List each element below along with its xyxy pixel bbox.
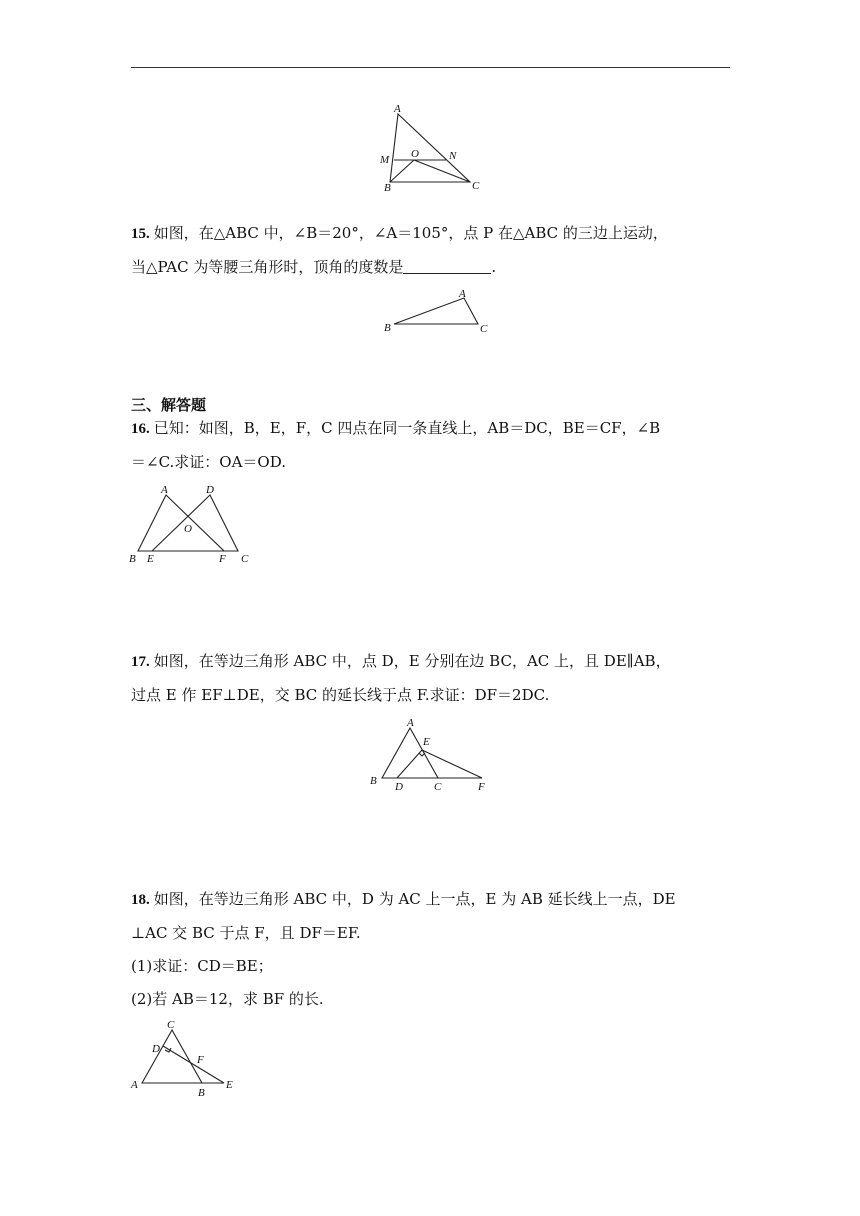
header-rule: [131, 67, 730, 68]
label-c: C: [472, 180, 480, 192]
right-angle-mark: [419, 753, 425, 756]
label-b: B: [198, 1087, 205, 1099]
label-n: N: [449, 150, 457, 162]
label-c: C: [480, 323, 488, 335]
q17-figure: [366, 716, 501, 798]
q15-figure: [380, 286, 500, 336]
label-a: A: [394, 103, 401, 115]
segment-de: [397, 750, 422, 778]
label-o: O: [411, 148, 419, 160]
question-text: ＝∠C.求证：OA＝OD.: [131, 453, 286, 471]
label-b: B: [370, 775, 377, 787]
q16-figure: [126, 480, 256, 570]
label-c: C: [167, 1019, 175, 1031]
label-a: A: [459, 288, 466, 300]
label-f: F: [197, 1054, 204, 1066]
question-number: 15.: [131, 226, 150, 242]
segment-bo: [390, 160, 414, 182]
segment-oc: [414, 160, 470, 182]
question-number: 17.: [131, 654, 150, 670]
label-b: B: [384, 182, 391, 194]
question-part-2: (2)若 AB＝12，求 BF 的长.: [131, 990, 324, 1008]
question-number: 16.: [131, 421, 150, 437]
triangle-abc: [394, 298, 478, 324]
segment-de: [163, 1046, 224, 1083]
label-m: M: [380, 154, 390, 166]
triangle-abc: [390, 114, 470, 182]
label-e: E: [226, 1079, 233, 1091]
question-number: 18.: [131, 892, 150, 908]
question-16: [131, 412, 741, 479]
question-text: 如图，在等边三角形 ABC 中，D 为 AC 上一点，E 为 AB 延长线上一点，DE: [153, 890, 676, 908]
label-o: O: [184, 523, 192, 535]
label-e: E: [423, 736, 430, 748]
question-text: 过点 E 作 EF⊥DE，交 BC 的延长线于点 F.求证：DF＝2DC.: [131, 686, 550, 704]
label-c: C: [241, 553, 249, 565]
label-a: A: [161, 484, 168, 496]
question-text: ⊥AC 交 BC 于点 F，且 DF＝EF.: [131, 924, 361, 942]
section-heading: 三、解答题: [131, 396, 207, 414]
label-b: B: [129, 553, 136, 565]
label-d: D: [395, 781, 403, 793]
question-part-1: (1)求证：CD＝BE；: [131, 957, 273, 975]
label-a: A: [407, 717, 414, 729]
q14-figure: [378, 102, 488, 194]
question-17: [131, 645, 741, 712]
question-15: 15. 如图，在△ABC 中，∠B＝20°，∠A＝105°，点 P 在△ABC 的三边上运动， 当△PAC 为等腰三角形时，顶角的度数是 .: [131, 224, 668, 276]
label-a: A: [131, 1079, 138, 1091]
label-b: B: [384, 322, 391, 334]
question-text: 如图，在△ABC 中，∠B＝20°，∠A＝105°，点 P 在△ABC 的三边上运动，: [153, 224, 668, 242]
triangle-abc: [142, 1030, 202, 1083]
question-18: [131, 883, 741, 1016]
q18-figure: [126, 1016, 246, 1100]
label-e: E: [147, 553, 154, 565]
label-d: D: [206, 484, 214, 496]
label-f: F: [219, 553, 226, 565]
label-c: C: [434, 781, 442, 793]
question-text: 如图，在等边三角形 ABC 中，点 D，E 分别在边 BC，AC 上，且 DE∥AB，: [153, 652, 671, 670]
label-d: D: [152, 1043, 160, 1055]
answer-blank[interactable]: [403, 259, 491, 274]
question-text: 当△PAC 为等腰三角形时，顶角的度数是: [131, 258, 404, 276]
segment-ef: [422, 750, 482, 778]
label-f: F: [478, 781, 485, 793]
question-text: 已知：如图，B，E，F，C 四点在同一条直线上，AB＝DC，BE＝CF，∠B: [153, 419, 661, 437]
